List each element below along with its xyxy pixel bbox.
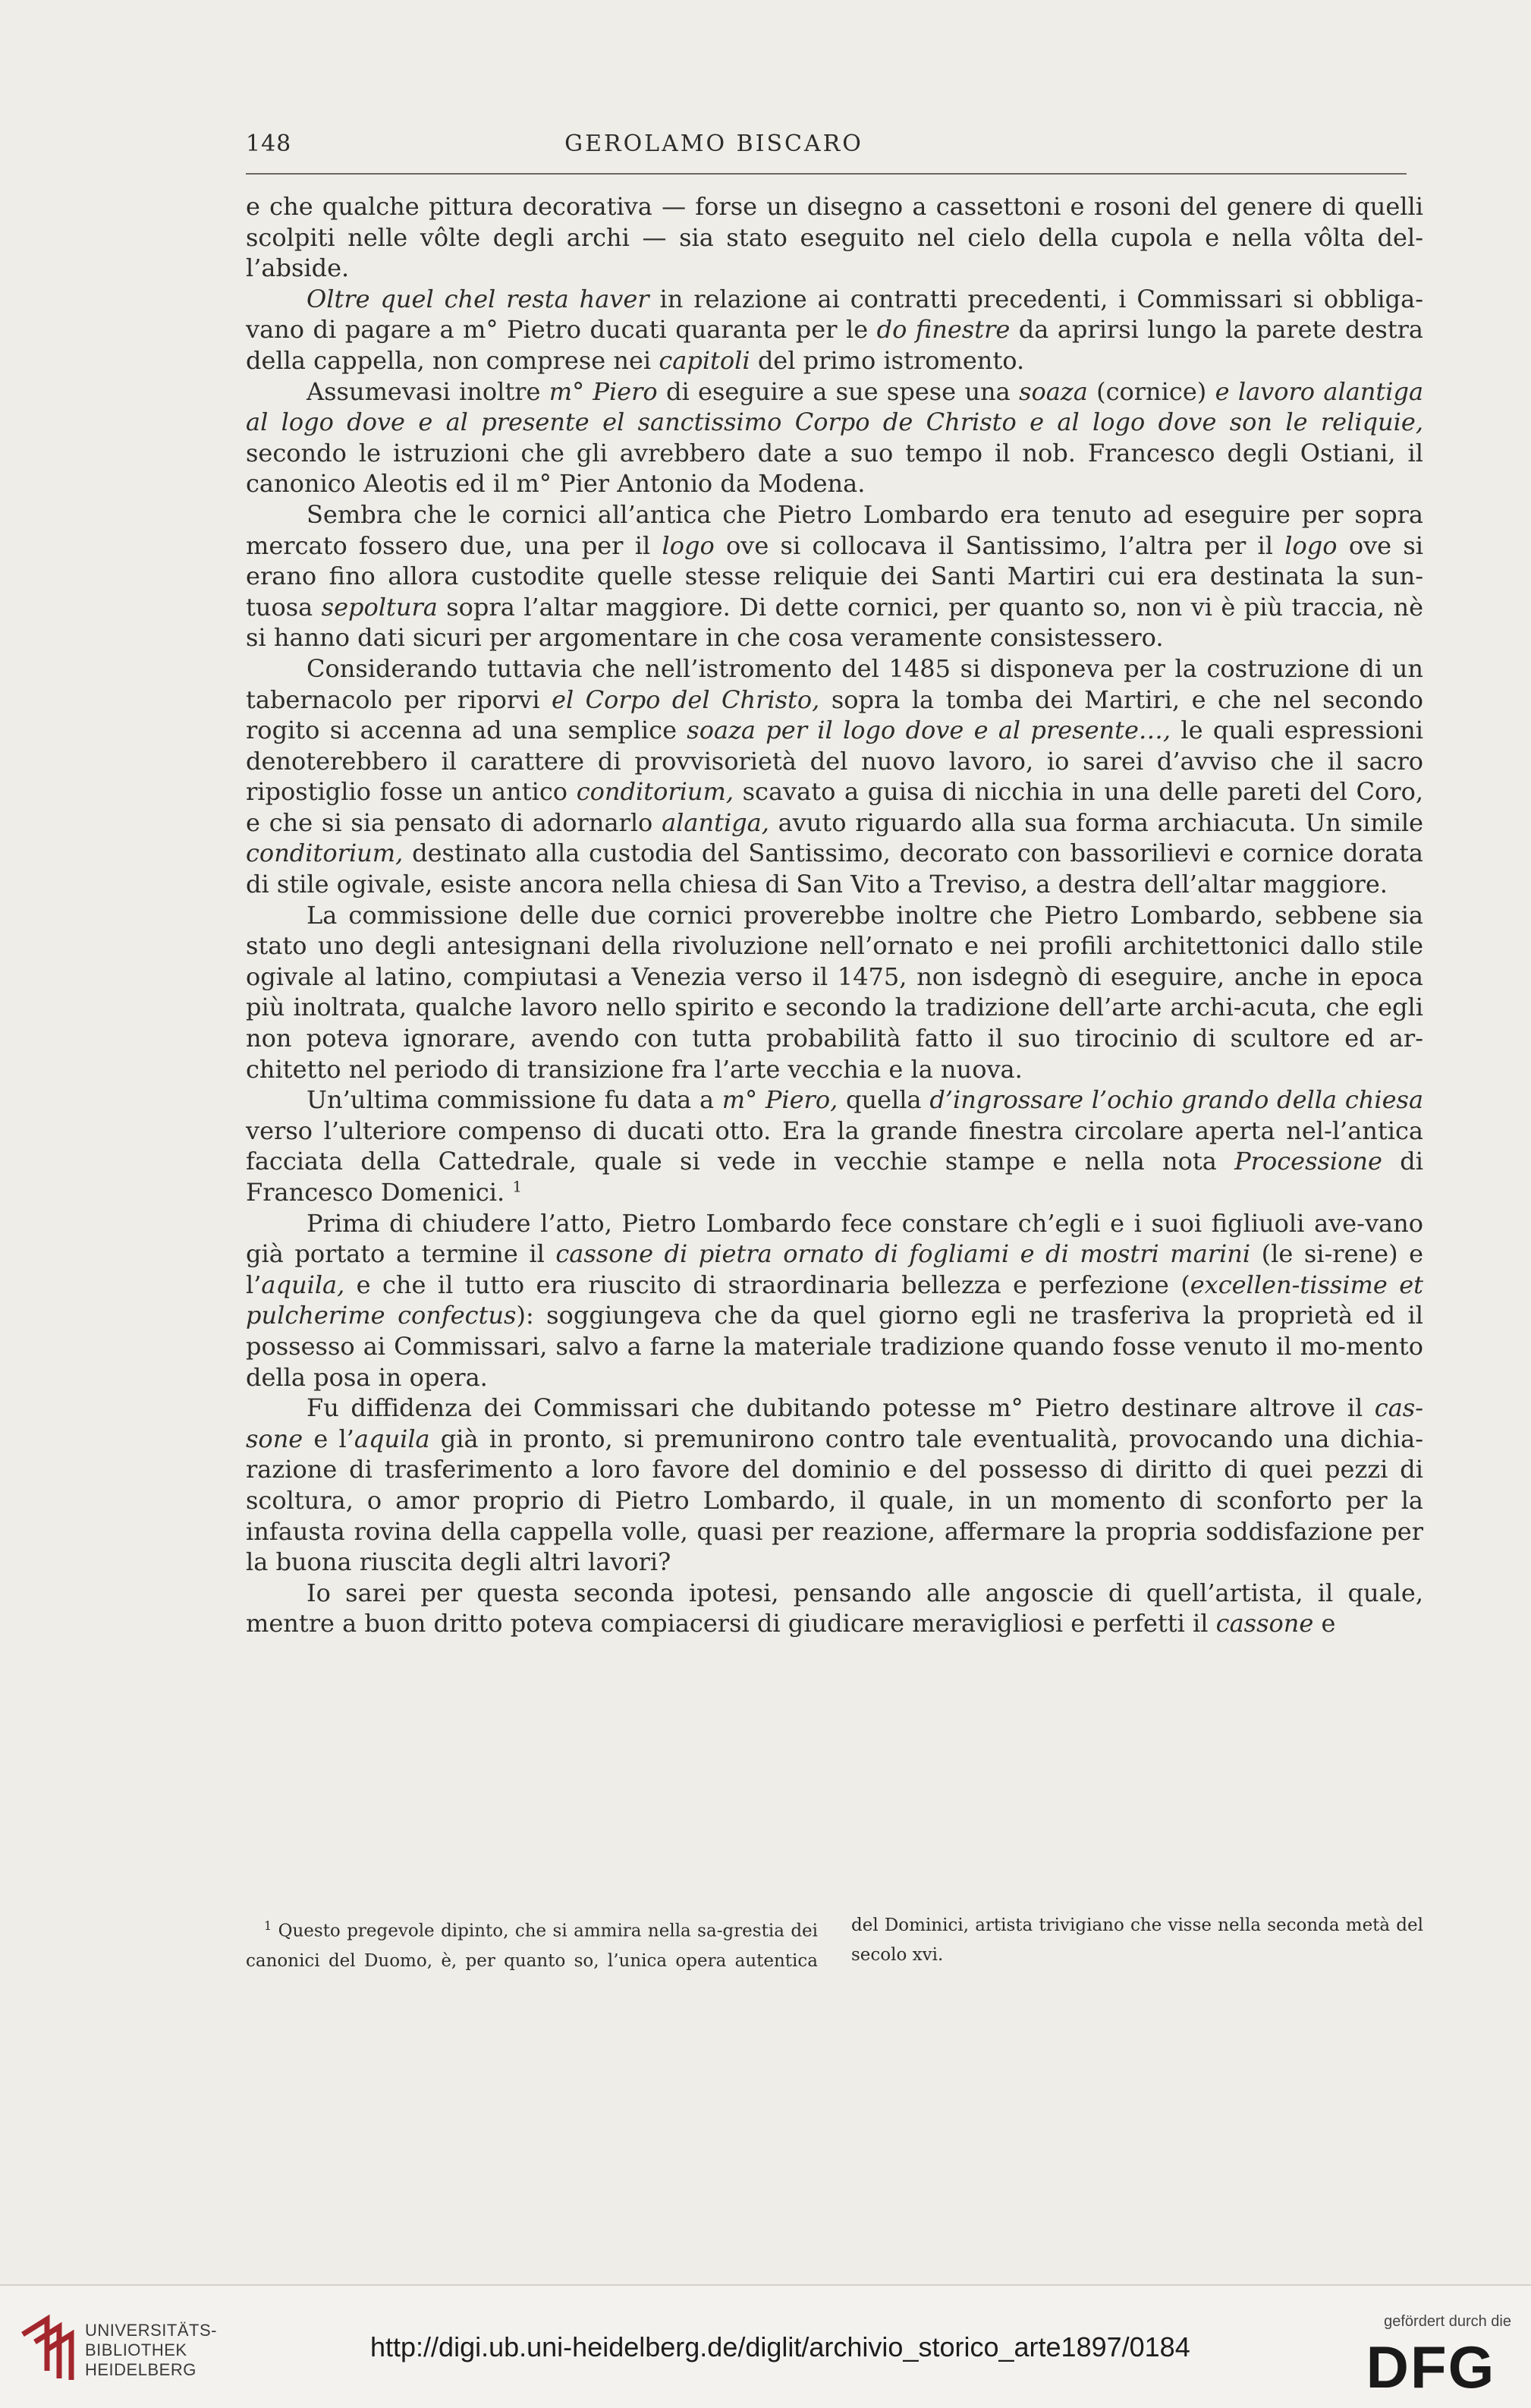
italic-run: cassone: [1215, 1609, 1314, 1638]
text-run: quella: [838, 1085, 930, 1115]
text-run: e l’: [303, 1424, 354, 1453]
italic-run: el Corpo del Christo,: [552, 685, 820, 714]
text-run: destinato alla custodia del Santissimo, decorato con bassorilievi e cornice dorata di stile ogivale, esiste ancora nella chiesa di San Vito a Treviso, a destra dell’altar maggiore.: [246, 839, 1423, 899]
italic-run: m° Piero: [549, 376, 658, 406]
body-paragraph: [246, 284, 1423, 376]
text-run: le quali espressioni denoterebbero il carattere di provvisorietà del nuovo lavoro, io sarei d’avviso che il sacro ripostiglio fosse un antico: [246, 716, 1424, 807]
page-header: [246, 131, 1425, 179]
body-text: [246, 191, 1423, 1639]
text-run: Prima di chiudere l’atto, Pietro Lombardo fece constare ch’egli e i suoi figliuoli ave-vano già portato a termine il: [246, 1208, 1423, 1269]
italic-run: conditorium,: [576, 777, 734, 807]
text-run: ove si collocava il Santissimo, l’altra per il: [714, 530, 1285, 560]
body-paragraph: [246, 191, 1423, 284]
italic-run: alantiga,: [662, 807, 769, 837]
italic-run: excellen-tissime et pulcherime confectus: [246, 1270, 1424, 1330]
text-run: da aprirsi lungo la parete destra della cappella, non comprese nei: [246, 315, 1424, 375]
italic-run: aquila,: [261, 1270, 345, 1299]
italic-run: soaza per il logo dove e al presente…,: [687, 716, 1171, 745]
library-name-line-2: BIBLIOTHEK: [85, 2340, 187, 2359]
italic-run: do finestre: [876, 315, 1011, 345]
text-run: già in pronto, si premunirono contro tale eventualità, provocando una dichia-razione di trasferimento a loro favore del dominio e del possesso di diritto di quei pezzi di scoltura, o amor proprio di Pietro Lombardo, il quale, in un momento di sconforto per la infausta rovina della cappella volle, quasi per reazione, affermare la propria soddisfazione per la buona riuscita degli altri lavori?: [246, 1424, 1424, 1577]
body-paragraph: [246, 653, 1423, 900]
italic-run: capitoli: [659, 345, 750, 375]
italic-run: soaza: [1019, 376, 1088, 406]
footnote-1: [246, 1911, 1423, 1976]
italic-run: Processione: [1234, 1147, 1382, 1176]
footnote-text: Questo pregevole dipinto, che si ammira nella sa-grestia dei canonici del Duomo, è, per quanto so, l’unica opera autentica del Dominici, artista trivigiano che visse nella seconda metà del secolo xvi.: [246, 1915, 1423, 1971]
text-run: (le si-rene) e l’: [246, 1239, 1424, 1299]
body-paragraph: [246, 1084, 1423, 1207]
text-run: e che qualche pittura decorativa — forse un disegno a cassettoni e rosoni del genere di quelli scolpiti nelle vôlte degli archi — sia stato eseguito nel cielo della cupola e nella vôlta del-l’abside.: [246, 192, 1423, 283]
body-paragraph: [246, 1578, 1423, 1639]
body-paragraph: [246, 1208, 1423, 1393]
text-run: Assumevasi inoltre: [307, 376, 549, 406]
library-name-line-3: HEIDELBERG: [85, 2360, 196, 2379]
text-run: sopra l’altar maggiore. Di dette cornici, per quanto so, non vi è più traccia, nè si hanno dati sicuri per argomentare in che cosa veramente consistessero.: [246, 592, 1423, 653]
text-run: sopra la tomba dei Martiri, e che nel secondo rogito si accenna ad una semplice: [246, 685, 1424, 745]
footnotes: [246, 1911, 1423, 1976]
italic-run: cassone di pietra ornato di fogliami e di mostri marini: [555, 1239, 1251, 1269]
italic-run: d’ingrossare l’ochio grando della chiesa: [929, 1085, 1424, 1115]
italic-run: e lavoro alantiga al logo dove e al presente el sanctissimo Corpo de Christo e al logo dove son le reliquie,: [246, 376, 1424, 437]
text-run: di eseguire a sue spese una: [657, 376, 1020, 406]
text-run: e che il tutto era riuscito di straordinaria bellezza e perfezione (: [344, 1270, 1190, 1299]
body-paragraph: [246, 1393, 1423, 1578]
text-run: Fu diffidenza dei Commissari che dubitando potesse m° Pietro destinare altrove il: [307, 1393, 1375, 1423]
body-paragraph: [246, 900, 1423, 1085]
page-number: 148: [246, 131, 292, 157]
text-run: verso l’ulteriore compenso di ducati otto. Era la grande finestra circolare aperta nel-l’antica facciata della Cattedrale, quale si vede in vecchie stampe e nella nota: [246, 1116, 1423, 1176]
italic-run: aquila: [354, 1424, 430, 1453]
text-run: secondo le istruzioni che gli avrebbero date a suo tempo il nob. Francesco degli Ostiani, il canonico Aleotis ed il m° Pier Antonio da Modena.: [246, 438, 1423, 499]
italic-run: conditorium,: [246, 839, 404, 868]
dfg-logo-text: DFG: [1366, 2337, 1496, 2395]
text-run: avuto riguardo alla sua forma archiacuta. Un simile: [769, 807, 1424, 837]
text-run: Un’ultima commissione fu data a: [307, 1085, 722, 1115]
text-run: La commissione delle due cornici proverebbe inoltre che Pietro Lombardo, sebbene sia stato uno degli antesignani della rivoluzione nell’ornato e nei profili architettonici dallo stile ogivale al latino, compiutasi a Venezia verso il 1475, non isdegnò di eseguire, anche in epoca più inoltrata, qualche lavoro nello spirito e secondo la tradizione dell’arte archi-acuta, che egli non poteva ignorare, avendo con tutta probabilità fatto il suo tirocinio di scultore ed ar-chitetto nel periodo di transizione fra l’arte vecchia e la nuova.: [246, 900, 1423, 1084]
text-run: di Francesco Domenici.: [246, 1147, 1424, 1207]
text-run: in relazione ai contratti precedenti, i Commissari si obbliga-vano di pagare a m° Pietro ducati quaranta per le: [246, 284, 1424, 345]
text-run: Io sarei per questa seconda ipotesi, pensando alle angoscie di quell’artista, il quale, mentre a buon dritto poteva compiacersi di giudicare meravigliosi e perfetti il: [246, 1578, 1423, 1638]
digitization-footer: [0, 2284, 1531, 2408]
italic-run: cas-sone: [246, 1393, 1423, 1453]
text-run: ove si erano fino allora custodite quelle stesse reliquie dei Santi Martiri cui era destinata la sun-tuosa: [246, 530, 1424, 622]
italic-run: logo: [1284, 530, 1338, 560]
italic-run: Oltre quel chel resta haver: [307, 284, 649, 313]
library-name: [85, 2321, 217, 2380]
library-name-line-1: UNIVERSITÄTS-: [85, 2321, 217, 2340]
body-paragraph: [246, 499, 1423, 653]
dfg-logo-icon: [1352, 2337, 1510, 2395]
header-rule: [246, 173, 1407, 175]
footnote-marker: 1: [264, 1919, 272, 1933]
footnote-reference: 1: [512, 1177, 523, 1196]
italic-run: sepoltura: [321, 592, 438, 622]
running-head: GEROLAMO BISCARO: [564, 131, 863, 157]
italic-run: logo: [662, 530, 715, 560]
text-run: Sembra che le cornici all’antica che Pietro Lombardo era tenuto ad eseguire per sopra mercato fossero due, una per il: [246, 499, 1423, 560]
text-run: scavato a guisa di nicchia in una delle pareti del Coro, e che si sia pensato di adornarlo: [246, 777, 1424, 837]
text-run: Considerando tuttavia che nell’istromento del 1485 si disponeva per la costruzione di un tabernacolo per riporvi: [246, 653, 1423, 714]
italic-run: m° Piero,: [721, 1085, 838, 1115]
body-paragraph: [246, 376, 1423, 499]
funded-by-label: gefördert durch die: [1384, 2313, 1511, 2330]
university-library-logo-icon: [14, 2307, 90, 2383]
source-url-link[interactable]: http://digi.ub.uni-heidelberg.de/diglit/archivio_storico_arte1897/0184: [370, 2331, 1190, 2362]
text-run: e: [1313, 1609, 1336, 1638]
text-run: (cornice): [1087, 376, 1215, 406]
text-run: del primo istromento.: [750, 345, 1025, 375]
text-run: ): soggiungeva che da quel giorno egli ne trasferiva la proprietà ed il possesso ai Commissari, salvo a farne la materiale tradizione quando fosse venuto il mo-mento della posa in opera.: [246, 1301, 1423, 1392]
